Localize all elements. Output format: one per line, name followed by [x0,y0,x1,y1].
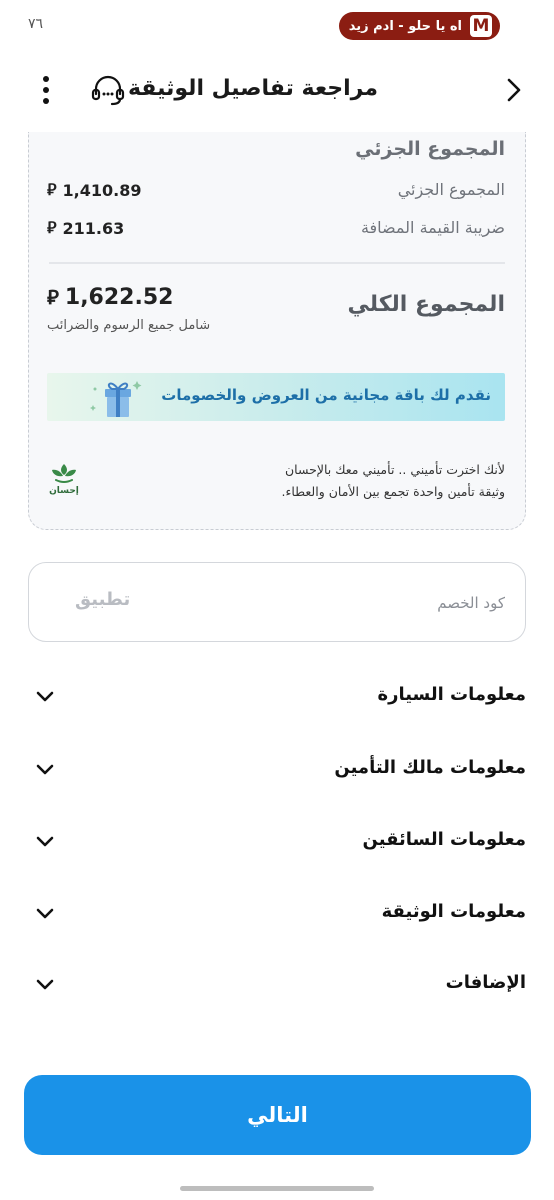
chevron-right-icon [504,76,524,104]
media-playback-pill[interactable] [339,12,500,40]
section-label: معلومات مالك التأمين [334,757,526,778]
ihsan-logo-label: إحسان [49,486,79,496]
next-button[interactable]: التالي [24,1075,531,1155]
gift-icon [87,375,147,419]
media-track-title: اه يا حلو - ادم زيد [348,18,462,34]
headset-chat-icon [90,72,126,108]
section-car-info[interactable] [28,672,526,722]
chevron-down-icon [34,974,56,996]
chevron-down-icon [34,903,56,925]
section-addons[interactable] [28,960,526,1010]
subtotal-value: ⃁ 1,410.89 [47,180,142,200]
divider [49,262,505,264]
discount-code-input[interactable] [245,589,505,617]
ihsan-leaf-icon [49,462,79,484]
vat-label: ضريبة القيمة المضافة [360,218,505,237]
ihsan-line-2: وثيقة تأمين واحدة تجمع بين الأمان والعطاء. [281,484,505,499]
riyal-icon: ⃁ [47,180,57,199]
section-policy-info[interactable] [28,889,526,939]
total-note: شامل جميع الرسوم والضرائب [47,318,211,333]
price-summary-card [28,132,526,530]
chevron-down-icon [34,759,56,781]
vat-value: ⃁ 211.63 [47,218,125,238]
riyal-icon: ⃁ [47,285,59,309]
media-app-logo: M [470,15,492,37]
apply-discount-button[interactable]: تطبيق [75,589,131,610]
section-label: الإضافات [445,972,526,993]
status-bar [0,0,554,50]
chevron-down-icon [34,831,56,853]
section-policy-owner-info[interactable] [28,745,526,795]
riyal-icon: ⃁ [47,218,57,237]
ihsan-logo [47,462,81,498]
promo-banner[interactable] [47,373,505,421]
status-time: ٧٦ [28,16,44,32]
header [0,58,554,122]
promo-text: نقدم لك باقة مجانية من العروض والخصومات [161,386,491,404]
total-label: المجموع الكلي [347,292,505,317]
section-label: معلومات الوثيقة [381,901,526,922]
home-indicator[interactable] [180,1186,374,1191]
back-button[interactable] [500,74,528,106]
section-drivers-info[interactable] [28,817,526,867]
page-title: مراجعة تفاصيل الوثيقة [127,76,378,101]
support-button[interactable] [90,72,126,108]
discount-code-box [28,562,526,642]
more-vertical-icon [43,76,49,82]
total-value: ⃁ 1,622.52 [47,284,174,310]
more-options-button[interactable] [34,72,58,108]
section-label: معلومات السائقين [362,829,526,850]
section-label: معلومات السيارة [377,684,526,705]
subtotal-section-title: المجموع الجزئي [355,138,505,160]
ihsan-line-1: لأنك اخترت تأميني .. تأميني معك بالإحسان [284,462,505,477]
subtotal-label: المجموع الجزئي [397,180,505,199]
chevron-down-icon [34,686,56,708]
